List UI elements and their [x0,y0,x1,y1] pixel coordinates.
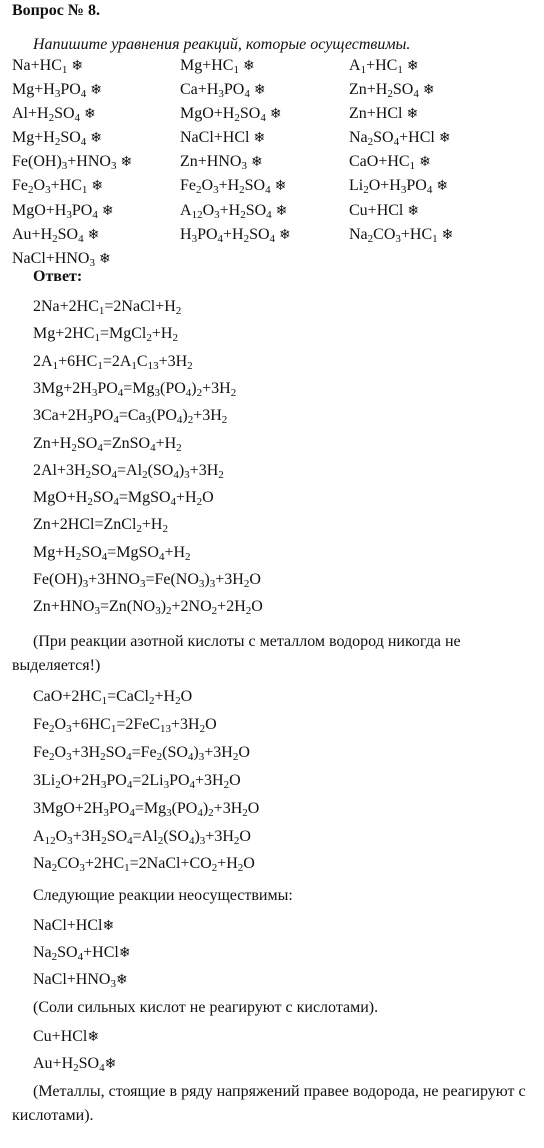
reaction-formula: $Al+H_2SO_4$ [12,105,81,125]
impossible-reaction [33,917,114,935]
answer-heading: Ответ: [33,268,83,285]
equation-formula: $Au+H_2SO_4$ [33,1055,105,1074]
reaction-formula: $H_3PO_4+H_2SO_4$ [180,225,276,245]
equation-formula: $CaO+2HC_1=CaCl_2+H_2O$ [33,688,193,707]
equation-formula: $2Na+2HC_1=2NaCl+H_2$ [33,298,182,317]
snowflake-icon: ❄ [436,179,449,195]
reaction-formula: $A_{12}O_3+H_2SO_4$ [180,201,272,221]
equation-formula: $Na_2CO_3+2HC_1=2NaCl+CO_2+H_2O$ [33,855,255,875]
equation-formula: $Mg+2HC_1=MgCl_2+H_2$ [33,325,178,345]
grid-row [12,78,540,102]
reaction-formula: $CaO+HC_1$ [349,153,416,173]
reaction-item [12,223,99,248]
equation [33,828,251,846]
snowflake-icon: ❄ [253,131,266,147]
reaction-item [12,78,102,103]
snowflake-icon: ❄ [71,59,84,74]
note-metals: (Металлы, стоящие в ряду напряжений правее водорода, не реагируют с кислотами). [12,1083,526,1124]
snowflake-icon: ❄ [87,1030,100,1045]
reaction-formula: Zn+HCl [349,105,403,123]
snowflake-icon: ❄ [90,83,102,99]
reactions-grid [12,54,540,271]
snowflake-icon: ❄ [84,107,96,123]
equation-formula: $Na_2SO_4+HCl$ [33,944,119,963]
reaction-item [349,150,431,175]
snowflake-icon: ❄ [406,59,419,74]
equation [33,772,241,790]
equation-formula: $Fe(OH)_3+3HNO_3=Fe(NO_3)_3+3H_2O$ [33,571,261,590]
equation-formula: $Zn+2HCl=ZnCl_2+H_2$ [33,516,168,536]
equation-formula: $NaCl+HNO_3$ [33,971,116,990]
equation [33,598,263,616]
equation [33,516,168,534]
equation-formula: NaCl+HCl [33,917,103,934]
equation [33,744,250,762]
reaction-item [349,102,418,127]
equation-formula: $2A_1+6HC_1=2A_1C_{13}+3H_2$ [33,352,193,372]
reaction-formula: $Fe_2O_3+HC_1$ [12,177,88,197]
note-nitric-acid: (При реакции азотной кислоты с металлом водород никогда не выделяется!) [12,633,461,674]
reaction-formula: $A_1+HC_1$ [349,57,403,76]
reaction-item [12,102,96,127]
equation [33,435,182,453]
equation-formula: $Fe_2O_3+6HC_1=2FeC_{13}+3H_2O$ [33,715,217,735]
reaction-item [180,54,255,79]
snowflake-icon: ❄ [242,59,255,74]
reaction-item [349,223,453,248]
reaction-item [180,126,265,151]
snowflake-icon: ❄ [438,131,451,147]
equation [33,298,181,316]
reaction-item [12,174,103,199]
reaction-formula: $Ca+H_3PO_4$ [180,81,250,101]
equation [33,353,193,371]
snowflake-icon: ❄ [279,227,291,243]
snowflake-icon: ❄ [98,251,111,267]
snowflake-icon: ❄ [115,973,128,988]
snowflake-icon: ❄ [406,107,419,123]
impossible-heading: Следующие реакции неосуществимы: [33,887,293,904]
reaction-item [12,150,132,175]
snowflake-icon: ❄ [253,83,266,99]
reaction-formula: $Li_2O+H_3PO_4$ [349,177,433,197]
reaction-item [180,223,291,248]
reaction-formula: $Mg+HC_1$ [180,57,239,76]
equation [33,407,227,425]
grid-row [12,223,540,247]
grid-row [12,150,540,174]
grid-row [12,102,540,126]
impossible-reaction [33,944,131,962]
equation [33,462,224,480]
reaction-formula: $Au+H_2SO_4$ [12,225,84,245]
equation-formula: $Mg+H_2SO_4=MgSO_4+H_2$ [33,543,191,563]
reaction-formula: $MgO+H_3PO_4$ [12,201,98,221]
reaction-formula: $Na_2SO_4+HCl$ [349,129,435,149]
equation [33,688,192,706]
task-statement: Напишите уравнения реакций, которые осуществимы. [33,36,411,53]
reaction-item [349,78,435,103]
reaction-formula: $Mg+H_3PO_4$ [12,81,87,101]
reaction-item [180,78,266,103]
question-title: Вопрос № 8. [12,2,100,19]
reaction-item [349,126,451,151]
equation-formula: $Zn+HNO_3=Zn(NO_3)_2+2NO_2+2H_2O$ [33,598,263,618]
equation [33,855,255,873]
reaction-formula: NaCl+HCl [180,129,250,147]
equation [33,800,259,818]
reaction-formula: $Mg+H_2SO_4$ [12,129,87,149]
snowflake-icon: ❄ [90,131,102,147]
snowflake-icon: ❄ [422,83,435,99]
equation [33,544,191,562]
reaction-formula: $Na_2CO_3+HC_1$ [349,225,438,245]
grid-row [12,174,540,198]
reaction-item [180,102,282,127]
snowflake-icon: ❄ [269,107,282,123]
equation [33,489,214,507]
reaction-formula: $NaCl+HNO_3$ [12,249,95,269]
equation-formula: $A_{12}O_3+3H_2SO_4=Al_2(SO_4)_3+3H_2O$ [33,827,251,847]
snowflake-icon: ❄ [118,946,131,961]
grid-row [12,126,540,150]
equation-formula: $3Li_2O+2H_3PO_4=2Li_3PO_4+3H_2O$ [33,771,241,791]
reaction-item [180,150,263,175]
equation-formula: Cu+HCl [33,1028,88,1045]
reaction-formula: $Na+HC_1$ [12,57,68,76]
reaction-item [180,199,287,224]
equation-formula: $Fe_2O_3+3H_2SO_4=Fe_2(SO_4)_3+3H_2O$ [33,743,250,763]
snowflake-icon: ❄ [274,179,287,195]
grid-row [12,199,540,223]
impossible-reaction [33,971,128,989]
snowflake-icon: ❄ [104,1057,117,1072]
equation [33,325,178,343]
impossible-reaction [33,1028,99,1046]
reaction-formula: $MgO+H_2SO_4$ [180,105,266,125]
equation [33,380,236,398]
equation-formula: $2Al+3H_2SO_4=Al_2(SO_4)_3+3H_2$ [33,461,224,481]
equation-formula: $3Ca+2H_3PO_4=Ca_3(PO_4)_2+3H_2$ [33,407,228,427]
snowflake-icon: ❄ [419,155,431,171]
reaction-formula: $Zn+H_2SO_4$ [349,81,419,101]
snowflake-icon: ❄ [87,227,100,243]
equation-formula: $3Mg+2H_3PO_4=Mg_3(PO_4)_2+3H_2$ [33,379,237,399]
reaction-formula: $Fe(OH)_3+HNO_3$ [12,153,117,173]
reaction-item [349,174,448,199]
snowflake-icon: ❄ [275,203,288,219]
reaction-item [349,199,419,224]
reaction-formula: $Zn+HNO_3$ [180,153,247,173]
equation-formula: $3MgO+2H_3PO_4=Mg_3(PO_4)_2+3H_2O$ [33,799,260,819]
reaction-formula: $Fe_2O_3+H_2SO_4$ [180,177,271,197]
impossible-reaction [33,1055,116,1073]
equation-formula: $MgO+H_2SO_4=MgSO_4+H_2O$ [33,489,214,509]
reaction-item [12,199,114,224]
reaction-item [12,126,102,151]
equation-formula: $Zn+H_2SO_4=ZnSO_4+H_2$ [33,434,182,454]
snowflake-icon: ❄ [102,919,115,934]
reaction-formula: Cu+HCl [349,201,404,219]
snowflake-icon: ❄ [120,155,133,171]
grid-row [12,54,540,78]
equation [33,571,261,589]
note-salts: (Соли сильных кислот не реагируют с кислотами). [33,999,379,1016]
reaction-item [349,54,419,79]
snowflake-icon: ❄ [441,227,454,243]
snowflake-icon: ❄ [250,155,263,171]
reaction-item [180,174,286,199]
snowflake-icon: ❄ [91,179,104,195]
snowflake-icon: ❄ [101,203,114,219]
snowflake-icon: ❄ [407,203,420,219]
equation [33,716,217,734]
grid-row [12,247,540,271]
reaction-item [12,54,83,79]
